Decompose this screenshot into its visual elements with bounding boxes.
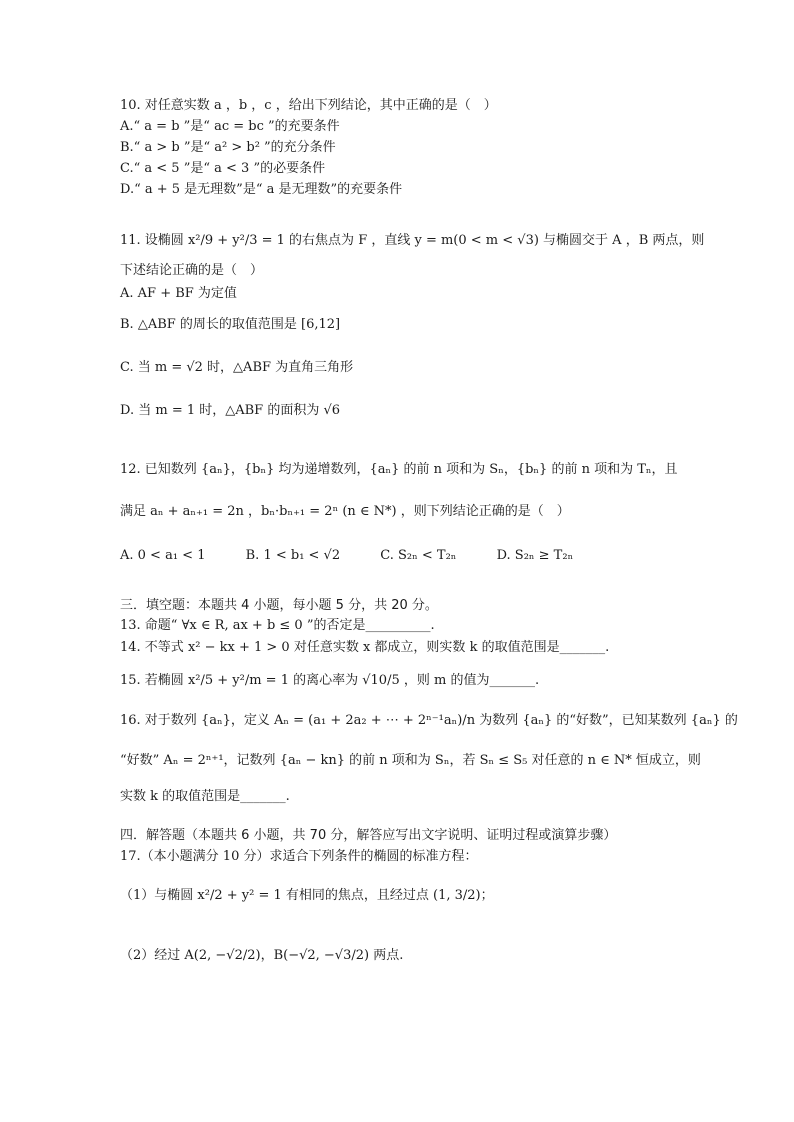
q11-option-c: C. 当 m = √2 时，△ABF 为直角三角形 (120, 360, 354, 375)
q17-part2: （2）经过 A(2, −√2/2)，B(−√2, −√3/2) 两点. (120, 948, 404, 963)
section3-heading: 三．填空题：本题共 4 小题，每小题 5 分，共 20 分。 (120, 598, 438, 613)
q13-text: 13. 命题“ ∀x ∈ R, ax + b ≤ 0 ”的否定是__________. (120, 618, 435, 633)
q12-option-c: C. S₂ₙ < T₂ₙ (380, 548, 457, 563)
q12-option-b: B. 1 < b₁ < √2 (245, 548, 341, 563)
q10-stem: 10. 对任意实数 a ，b ，c ，给出下列结论，其中正确的是（ ） (120, 98, 497, 113)
q12-stem-line2: 满足 aₙ + aₙ₊₁ = 2n ，bₙ·bₙ₊₁ = 2ⁿ (n ∈ N*) ，则下列结论正确的是（ ） (120, 504, 570, 519)
q12-options (120, 546, 609, 566)
q11-option-a: A. AF + BF 为定值 (120, 286, 237, 301)
q10-option-a: A.“ a = b ”是“ ac = bc ”的充要条件 (120, 119, 340, 134)
q11-option-d: D. 当 m = 1 时，△ABF 的面积为 √6 (120, 403, 341, 418)
q11-stem-line2: 下述结论正确的是（ ） (120, 263, 264, 278)
q16-line3: 实数 k 的取值范围是_______. (120, 789, 290, 804)
q16-line1: 16. 对于数列 {aₙ}，定义 Aₙ = (a₁ + 2a₂ + ⋯ + 2ⁿ⁻¹aₙ)/n 为数列 {aₙ} 的“好数”，已知某数列 {aₙ} 的 (120, 713, 738, 728)
q10-option-d: D.“ a + 5 是无理数”是“ a 是无理数”的充要条件 (120, 182, 403, 197)
section4-heading: 四．解答题（本题共 6 小题，共 70 分，解答应写出文字说明、证明过程或演算步骤） (120, 828, 617, 843)
q17-part1: （1）与椭圆 x²/2 + y² = 1 有相同的焦点，且经过点 (1, 3/2)； (120, 888, 494, 903)
q14-text: 14. 不等式 x² − kx + 1 > 0 对任意实数 x 都成立，则实数 k 的取值范围是_______. (120, 640, 610, 655)
q12-stem-line1: 12. 已知数列 {aₙ}，{bₙ} 均为递增数列，{aₙ} 的前 n 项和为 Sₙ，{bₙ} 的前 n 项和为 Tₙ，且 (120, 462, 678, 477)
q11-option-b: B. △ABF 的周长的取值范围是 [6,12] (120, 317, 341, 332)
q12-option-a: A. 0 < a₁ < 1 (120, 548, 206, 563)
q10-option-c: C.“ a < 5 ”是“ a < 3 ”的必要条件 (120, 161, 326, 176)
q16-line2: “好数” Aₙ = 2ⁿ⁺¹，记数列 {aₙ − kn} 的前 n 项和为 Sₙ，若 Sₙ ≤ S₅ 对任意的 n ∈ N* 恒成立，则 (120, 753, 701, 768)
q15-text: 15. 若椭圆 x²/5 + y²/m = 1 的离心率为 √10/5 ，则 m 的值为_______. (120, 673, 540, 688)
q17-stem: 17.（本小题满分 10 分）求适合下列条件的椭圆的标准方程： (120, 849, 478, 864)
q10-option-b: B.“ a > b ”是“ a² > b² ”的充分条件 (120, 140, 336, 155)
q11-stem-line1: 11. 设椭圆 x²/9 + y²/3 = 1 的右焦点为 F ，直线 y = m(0 < m < √3) 与椭圆交于 A ，B 两点，则 (120, 233, 705, 248)
q12-option-d: D. S₂ₙ ≥ T₂ₙ (496, 548, 574, 563)
